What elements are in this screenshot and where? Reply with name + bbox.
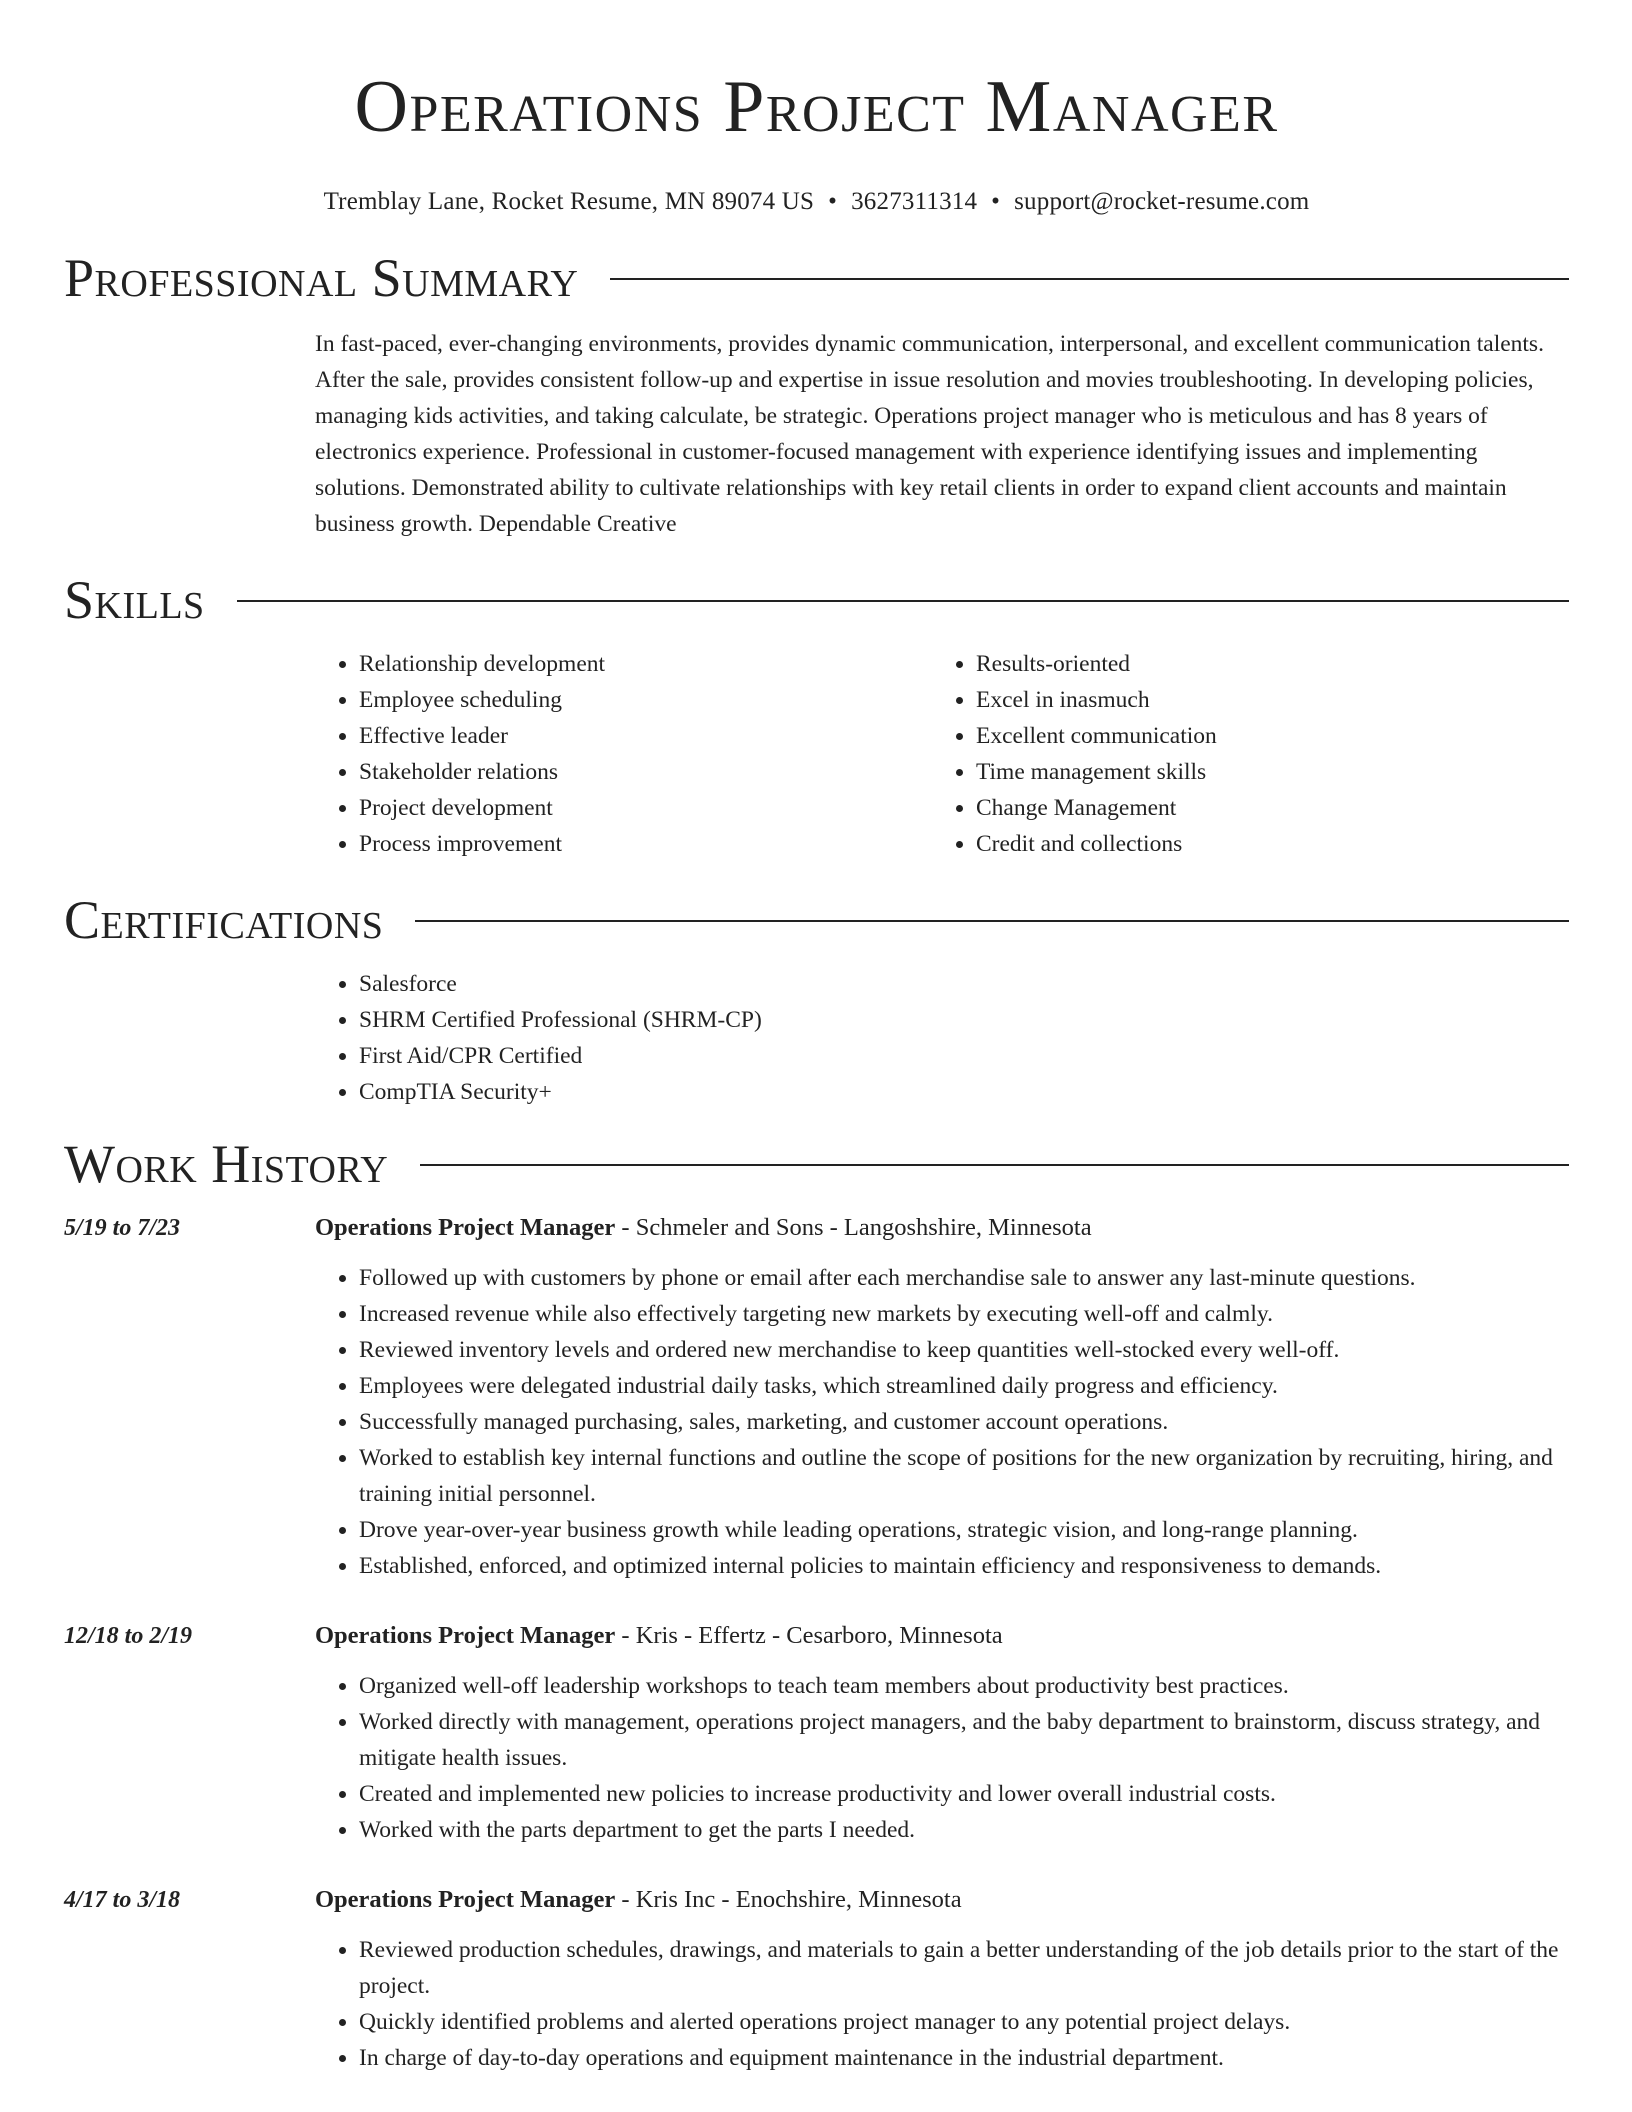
job-heading <box>315 1618 1569 1654</box>
job-bullet: • Established, enforced, and optimized internal policies to maintain efficiency and responsiveness to demands. <box>359 1548 1569 1584</box>
job-bullets <box>315 1260 1569 1584</box>
job-bullet: • In charge of day-to-day operations and equipment maintenance in the industrial department. <box>359 2040 1569 2076</box>
job-company-location: - Schmeler and Sons - Langoshshire, Minnesota <box>615 1214 1092 1241</box>
separator-dot: • <box>991 188 1001 215</box>
skill-item: • Project development <box>359 790 932 826</box>
job-title: Operations Project Manager <box>315 1886 616 1913</box>
job-body <box>315 1882 1569 2076</box>
certification-item: • First Aid/CPR Certified <box>359 1038 1569 1074</box>
section-divider <box>237 600 1569 602</box>
skill-item: • Stakeholder relations <box>359 754 932 790</box>
skills-columns <box>315 646 1569 862</box>
job-dates: 4/17 to 3/18 <box>64 1887 181 1913</box>
job-bullet: • Employees were delegated industrial daily tasks, which streamlined daily progress and efficiency. <box>359 1368 1569 1404</box>
skills-column-right <box>932 646 1549 862</box>
job-entry <box>64 1882 1569 2076</box>
job-bullet: • Drove year-over-year business growth while leading operations, strategic vision, and long-range planning. <box>359 1512 1569 1548</box>
job-bullet: • Worked to establish key internal functions and outline the scope of positions for the new organization by recruiting, hiring, and training initial personnel. <box>359 1440 1569 1512</box>
job-heading <box>315 1210 1569 1246</box>
section-divider <box>610 278 1569 280</box>
job-title: Operations Project Manager <box>315 1622 616 1649</box>
section-title-summary: Professional Summary <box>64 248 579 308</box>
job-bullet: • Created and implemented new policies to increase productivity and lower overall industrial costs. <box>359 1776 1569 1812</box>
resume-page <box>64 0 1569 2076</box>
job-company-location: - Kris Inc - Enochshire, Minnesota <box>615 1886 962 1913</box>
skill-item: • Credit and collections <box>976 826 1549 862</box>
skills-header <box>64 568 1569 632</box>
job-heading <box>315 1882 1569 1918</box>
skills-column-left <box>315 646 932 862</box>
job-bullet: • Reviewed production schedules, drawings, and materials to gain a better understanding of the job details prior to the start of the project. <box>359 1932 1569 2004</box>
certification-item: • CompTIA Security+ <box>359 1074 1569 1110</box>
job-body <box>315 1210 1569 1584</box>
job-bullet: • Successfully managed purchasing, sales, marketing, and customer account operations. <box>359 1404 1569 1440</box>
summary-text: In fast-paced, ever-changing environments, provides dynamic communication, interpersonal, and excellent communication talents. After the sale, provides consistent follow-up and expertise in issue resolution and movies troubleshooting. In developing policies, managing kids activities, and taking calculate, be strategic. Operations project manager who is meticulous and has 8 years of electronics experience. Professional in customer-focused management with experience identifying issues and implementing solutions. Demonstrated ability to cultivate relationships with key retail clients in order to expand client accounts and maintain business growth. Dependable Creative <box>315 331 1544 537</box>
email: support@rocket-resume.com <box>1014 188 1310 215</box>
section-divider <box>415 920 1569 922</box>
job-dates: 5/19 to 7/23 <box>64 1215 181 1241</box>
address: Tremblay Lane, Rocket Resume, MN 89074 US <box>323 188 815 215</box>
job-bullet: • Followed up with customers by phone or email after each merchandise sale to answer any last-minute questions. <box>359 1260 1569 1296</box>
certification-item: • Salesforce <box>359 966 1569 1002</box>
section-divider <box>420 1164 1569 1166</box>
job-bullets <box>315 1668 1569 1848</box>
skill-item: • Employee scheduling <box>359 682 932 718</box>
job-body <box>315 1618 1569 1848</box>
work-history-header <box>64 1132 1569 1196</box>
skill-item: • Excel in inasmuch <box>976 682 1549 718</box>
job-dates: 12/18 to 2/19 <box>64 1623 193 1649</box>
candidate-name: Operations Project Manager <box>354 66 1279 148</box>
job-bullet: • Worked with the parts department to get the parts I needed. <box>359 1812 1569 1848</box>
skill-item: • Time management skills <box>976 754 1549 790</box>
skill-item: • Process improvement <box>359 826 932 862</box>
separator-dot: • <box>828 188 838 215</box>
skill-item: • Change Management <box>976 790 1549 826</box>
contact-line <box>64 186 1569 218</box>
job-entry <box>64 1618 1569 1848</box>
skill-item: • Excellent communication <box>976 718 1549 754</box>
job-bullets <box>315 1932 1569 2076</box>
skill-item: • Results-oriented <box>976 646 1549 682</box>
job-bullet: • Increased revenue while also effectively targeting new markets by executing well-off and calmly. <box>359 1296 1569 1332</box>
section-title-skills: Skills <box>64 570 205 630</box>
certifications-header <box>64 888 1569 952</box>
job-bullet: • Organized well-off leadership workshops to teach team members about productivity best practices. <box>359 1668 1569 1704</box>
job-company-location: - Kris - Effertz - Cesarboro, Minnesota <box>615 1622 1003 1649</box>
summary-header <box>64 246 1569 310</box>
job-bullet: • Reviewed inventory levels and ordered new merchandise to keep quantities well-stocked every well-off. <box>359 1332 1569 1368</box>
job-bullet: • Quickly identified problems and alerted operations project manager to any potential project delays. <box>359 2004 1569 2040</box>
skill-item: • Effective leader <box>359 718 932 754</box>
job-entry <box>64 1210 1569 1584</box>
certification-item: • SHRM Certified Professional (SHRM-CP) <box>359 1002 1569 1038</box>
phone: 3627311314 <box>851 188 978 215</box>
skill-item: • Relationship development <box>359 646 932 682</box>
section-title-certifications: Certifications <box>64 890 384 950</box>
job-bullet: • Worked directly with management, operations project managers, and the baby department to brainstorm, discuss strategy, and mitigate health issues. <box>359 1704 1569 1776</box>
job-title: Operations Project Manager <box>315 1214 616 1241</box>
certifications-list <box>315 966 1569 1110</box>
section-title-work-history: Work History <box>64 1134 389 1194</box>
